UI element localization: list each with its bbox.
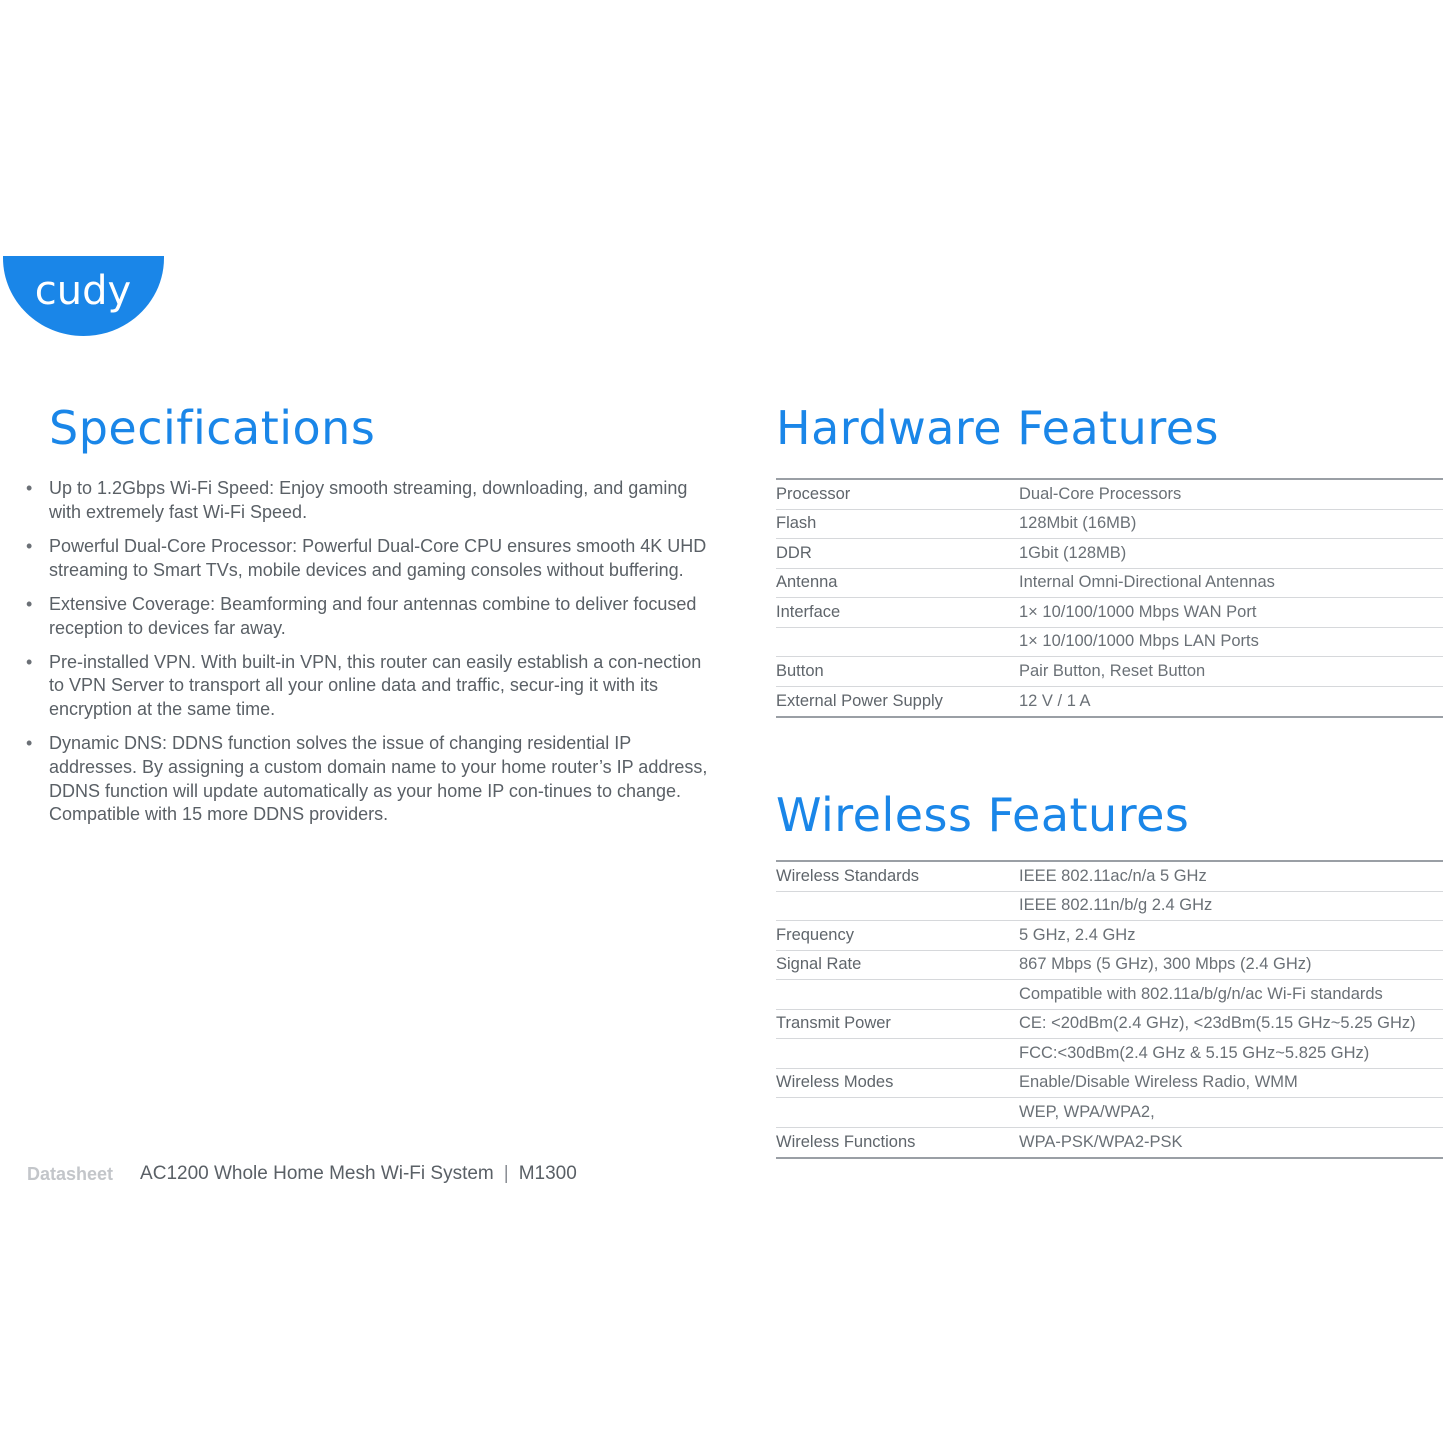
table-row	[776, 598, 1443, 628]
row-value: IEEE 802.11ac/n/a 5 GHz	[1019, 866, 1207, 885]
table-row	[776, 862, 1443, 892]
row-value: Dual-Core Processors	[1019, 484, 1182, 503]
row-label: Wireless Functions	[776, 1132, 916, 1151]
row-value: Enable/Disable Wireless Radio, WMM	[1019, 1073, 1298, 1092]
row-value: IEEE 802.11n/b/g 2.4 GHz	[1019, 896, 1213, 915]
spec-item: • Dynamic DNS: DDNS function solves the issue of changing residential IP addresses. By assigning a custom domain name to your home router’s IP address, DDNS function will update automatically as your home IP con-tinues to change. Compatible with 15 more DDNS providers.	[26, 732, 716, 827]
row-value: WEP, WPA/WPA2,	[1019, 1102, 1155, 1121]
row-label: Processor	[776, 484, 851, 503]
table-row	[776, 892, 1443, 922]
table-row	[776, 1069, 1443, 1099]
wireless-features-table	[776, 860, 1443, 1159]
row-label: Transmit Power	[776, 1014, 891, 1033]
table-row	[776, 1128, 1443, 1158]
table-row	[776, 980, 1443, 1010]
row-value: 867 Mbps (5 GHz), 300 Mbps (2.4 GHz)	[1019, 955, 1312, 974]
table-row	[776, 951, 1443, 981]
row-label: DDR	[776, 543, 812, 562]
table-row	[776, 921, 1443, 951]
row-value: 12 V / 1 A	[1019, 691, 1091, 710]
row-value: 128Mbit (16MB)	[1019, 514, 1137, 533]
row-value: 5 GHz, 2.4 GHz	[1019, 925, 1136, 944]
row-label: Frequency	[776, 925, 854, 944]
table-row	[776, 628, 1443, 658]
row-label: Interface	[776, 602, 841, 621]
row-label: Button	[776, 661, 824, 680]
table-row	[776, 480, 1443, 510]
product-name: AC1200 Whole Home Mesh Wi-Fi System	[140, 1163, 494, 1184]
row-value: 1Gbit (128MB)	[1019, 543, 1127, 562]
wireless-features-title: Wireless Features	[776, 788, 1190, 842]
row-label: Wireless Modes	[776, 1073, 894, 1092]
datasheet-label: Datasheet	[27, 1163, 114, 1184]
row-label: Wireless Standards	[776, 866, 920, 885]
hardware-features-title: Hardware Features	[776, 401, 1220, 455]
spec-item: • Powerful Dual-Core Processor: Powerful Dual-Core CPU ensures smooth 4K UHD streaming to Smart TVs, mobile devices and gaming consoles without buffering.	[26, 535, 716, 582]
table-row	[776, 657, 1443, 687]
row-value: Pair Button, Reset Button	[1019, 661, 1206, 680]
table-row	[776, 539, 1443, 569]
row-label: External Power Supply	[776, 691, 943, 710]
table-row	[776, 1010, 1443, 1040]
row-value: Compatible with 802.11a/b/g/n/ac Wi-Fi standards	[1019, 984, 1383, 1003]
row-value: FCC:<30dBm(2.4 GHz & 5.15 GHz~5.825 GHz)	[1019, 1043, 1370, 1062]
spec-item: • Up to 1.2Gbps Wi-Fi Speed: Enjoy smooth streaming, downloading, and gaming with extremely fast Wi-Fi Speed.	[26, 477, 716, 524]
logo-text: cudy	[34, 268, 132, 314]
row-value: Internal Omni-Directional Antennas	[1019, 573, 1275, 592]
row-value: 1× 10/100/1000 Mbps WAN Port	[1019, 602, 1257, 621]
footer-separator: |	[503, 1163, 509, 1184]
model-number: M1300	[518, 1163, 577, 1184]
table-row	[776, 510, 1443, 540]
row-value: WPA-PSK/WPA2-PSK	[1019, 1132, 1183, 1151]
table-row	[776, 1039, 1443, 1069]
hardware-features-table	[776, 478, 1443, 718]
specifications-title: Specifications	[49, 401, 376, 455]
row-value: 1× 10/100/1000 Mbps LAN Ports	[1019, 632, 1259, 651]
spec-item: • Pre-installed VPN. With built-in VPN, this router can easily establish a con-nection to VPN Server to transport all your online data and traffic, secur-ing it with its encryption at the same time.	[26, 651, 716, 722]
row-value: CE: <20dBm(2.4 GHz), <23dBm(5.15 GHz~5.25 GHz)	[1019, 1014, 1416, 1033]
table-row	[776, 1098, 1443, 1128]
table-row	[776, 569, 1443, 599]
footer	[27, 1163, 577, 1185]
specifications-list	[26, 477, 716, 838]
cudy-logo	[3, 256, 164, 336]
row-label: Flash	[776, 514, 817, 533]
spec-item: • Extensive Coverage: Beamforming and four antennas combine to deliver focused reception to devices far away.	[26, 593, 716, 640]
row-label: Antenna	[776, 573, 838, 592]
table-row	[776, 687, 1443, 717]
row-label: Signal Rate	[776, 955, 862, 974]
